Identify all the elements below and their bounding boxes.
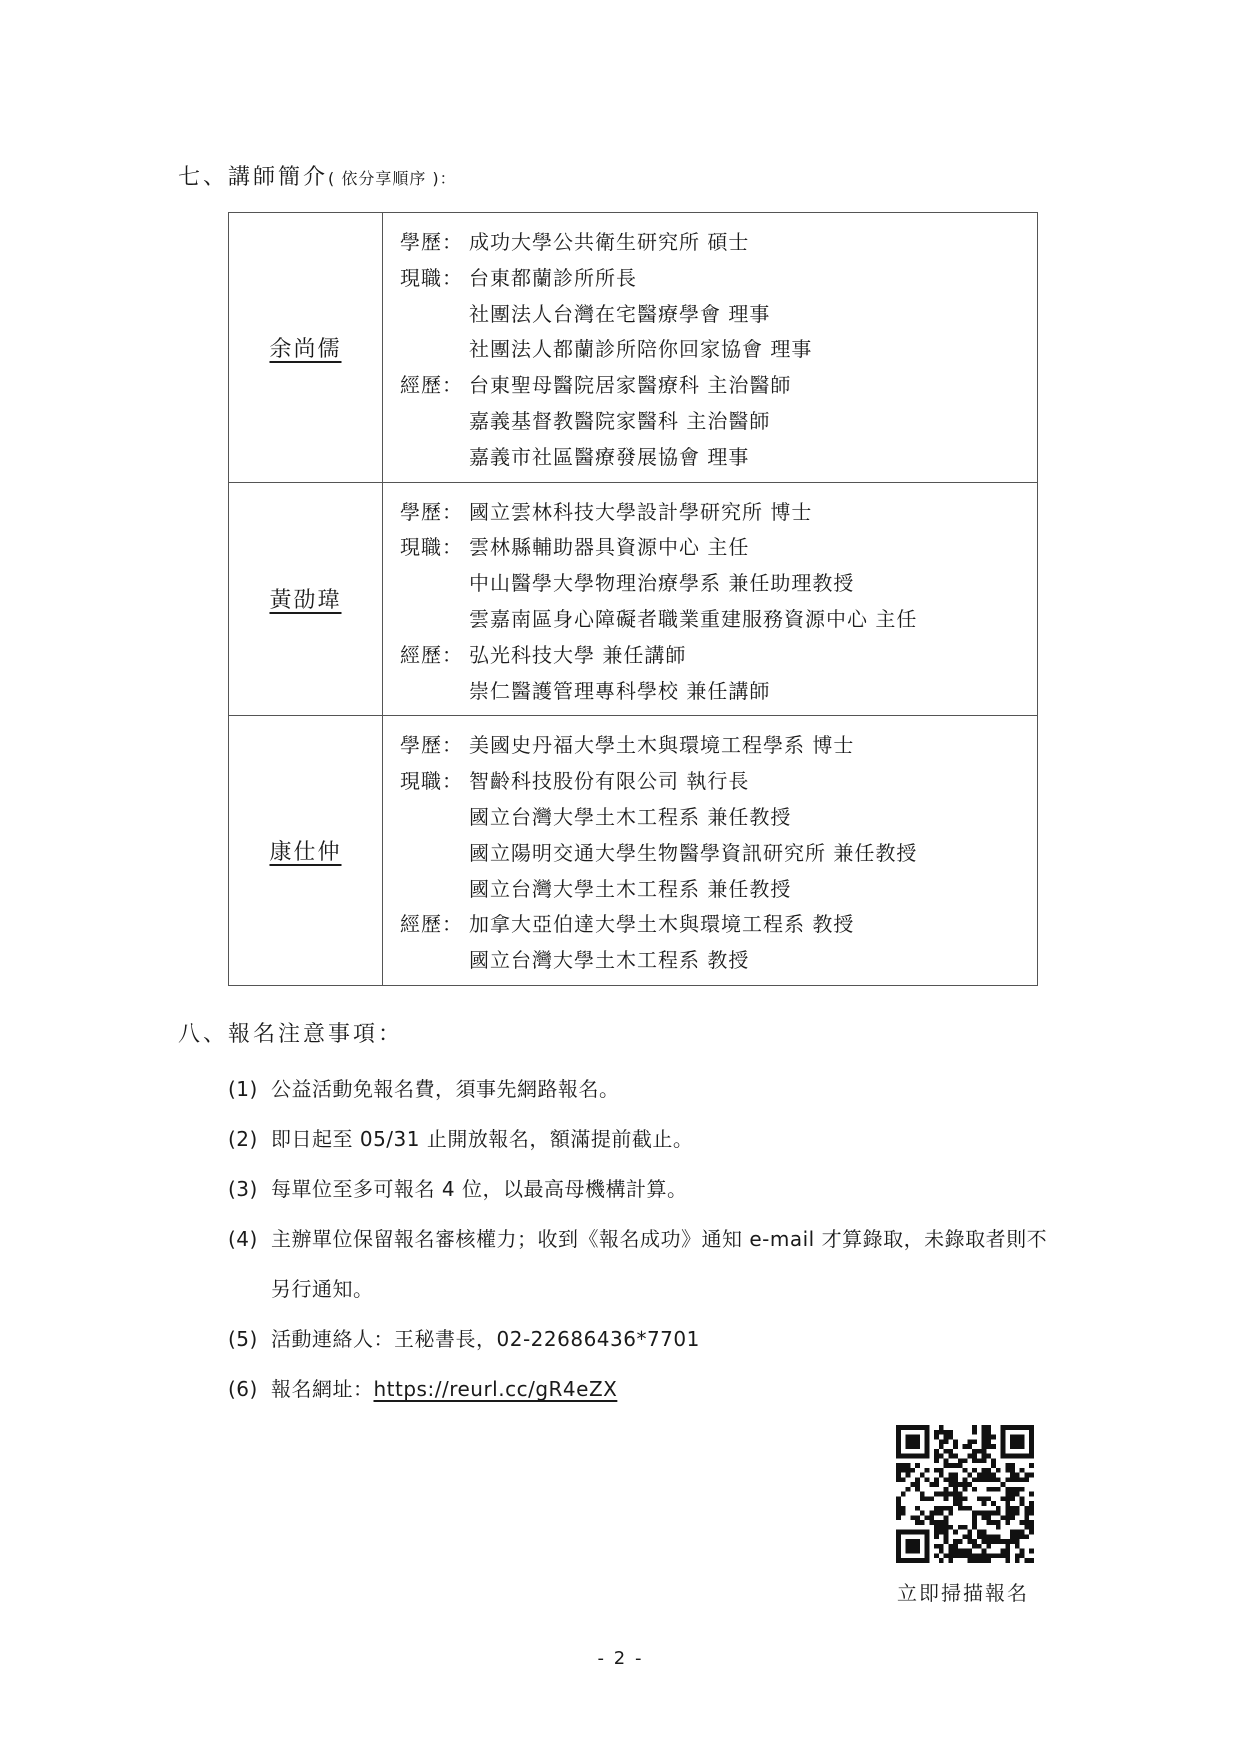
speaker-info-cell: [383, 213, 1038, 483]
info-text: 崇仁醫護管理專科學校 兼任講師: [469, 678, 771, 703]
info-text: 成功大學公共衛生研究所 碩士: [469, 230, 750, 254]
speaker-info-line: [400, 225, 1037, 261]
speaker-info-line: [400, 836, 1037, 872]
speaker-info-line: [400, 530, 1037, 566]
speaker-info-line: [400, 943, 1037, 979]
info-text: 國立台灣大學土木工程系 兼任教授: [469, 804, 792, 829]
speaker-row: [229, 716, 1038, 986]
note-text: 活動連絡人：王秘書長，02-22686436*7701: [271, 1327, 700, 1351]
speaker-info-line: [400, 332, 1037, 368]
speaker-info-line: [400, 440, 1037, 476]
info-text: 國立台灣大學土木工程系 教授: [469, 948, 750, 973]
qr-caption: 立即掃描報名: [897, 1581, 1029, 1605]
info-text: 社團法人都蘭診所陪你回家協會 理事: [469, 337, 813, 362]
note-number: (4): [228, 1227, 258, 1251]
registration-link[interactable]: https://reurl.cc/gR4eZX: [373, 1377, 618, 1401]
info-text: 國立雲林科技大學設計學研究所 博士: [469, 499, 813, 524]
speaker-table: [228, 212, 1038, 986]
info-text: 嘉義基督教醫院家醫科 主治醫師: [469, 408, 771, 433]
note-text: 即日起至 05/31 止開放報名，額滿提前截止。: [271, 1127, 694, 1151]
note-text: 主辦單位保留報名審核權力；收到《報名成功》通知 e-mail 才算錄取，未錄取者則不另行通知。: [271, 1227, 1048, 1301]
speaker-name-cell: [229, 716, 383, 986]
info-text: 台東都蘭診所所長: [469, 265, 637, 290]
speaker-row: [229, 482, 1038, 716]
speaker-info-line: [400, 368, 1037, 404]
qr-code-icon: [896, 1425, 1034, 1563]
info-text: 嘉義市社區醫療發展協會 理事: [469, 444, 750, 469]
section7-title: 七、講師簡介: [178, 165, 329, 190]
note-item: [228, 1314, 1048, 1364]
info-label: 現職：: [400, 535, 463, 560]
info-label: 經歷：: [400, 912, 463, 937]
speaker-info-line: [400, 404, 1037, 440]
page-number: - 2 -: [597, 1648, 644, 1669]
speaker-name: 康仕仲: [269, 840, 342, 866]
speaker-info-line: [400, 566, 1037, 602]
note-number: (5): [228, 1327, 258, 1351]
speaker-name-cell: [229, 482, 383, 716]
note-item: [228, 1164, 1048, 1214]
note-text: 報名網址：: [271, 1377, 374, 1401]
speaker-name: 余尚儒: [269, 336, 342, 362]
info-text: 中山醫學大學物理治療學系 兼任助理教授: [469, 571, 855, 596]
note-number: (1): [228, 1077, 258, 1101]
info-label: 學歷：: [400, 733, 463, 758]
info-label: 現職：: [400, 769, 463, 794]
info-label: 學歷：: [400, 499, 463, 524]
speaker-info-line: [400, 728, 1037, 764]
registration-notes-list: [228, 1064, 1048, 1414]
note-item: [228, 1114, 1048, 1164]
info-text: 雲嘉南區身心障礙者職業重建服務資源中心 主任: [469, 606, 918, 631]
info-text: 加拿大亞伯達大學土木與環境工程系 教授: [469, 912, 855, 937]
info-text: 雲林縣輔助器具資源中心 主任: [469, 535, 750, 560]
speaker-info-line: [400, 495, 1037, 531]
info-text: 社團法人台灣在宅醫療學會 理事: [469, 301, 771, 326]
info-text: 智齡科技股份有限公司 執行長: [469, 769, 750, 794]
speaker-info-line: [400, 872, 1037, 908]
note-item: [228, 1064, 1048, 1114]
speaker-info-line: [400, 638, 1037, 674]
info-text: 美國史丹福大學土木與環境工程學系 博士: [469, 733, 855, 758]
info-text: 台東聖母醫院居家醫療科 主治醫師: [469, 373, 792, 398]
info-label: 經歷：: [400, 642, 463, 667]
speaker-name-cell: [229, 213, 383, 483]
speaker-info-line: [400, 674, 1037, 710]
info-text: 國立台灣大學土木工程系 兼任教授: [469, 876, 792, 901]
speaker-info-line: [400, 602, 1037, 638]
speaker-row: [229, 213, 1038, 483]
info-label: 學歷：: [400, 230, 463, 254]
speaker-info-line: [400, 907, 1037, 943]
speaker-info-line: [400, 297, 1037, 333]
speaker-info-cell: [383, 716, 1038, 986]
note-number: (6): [228, 1377, 258, 1401]
speaker-info-line: [400, 764, 1037, 800]
section7-heading: [178, 160, 457, 191]
info-text: 弘光科技大學 兼任講師: [469, 642, 687, 667]
info-label: 現職：: [400, 265, 463, 290]
section7-note: ( 依分享順序 )：: [328, 169, 457, 188]
note-number: (3): [228, 1177, 258, 1201]
note-number: (2): [228, 1127, 258, 1151]
note-text: 每單位至多可報名 4 位，以最高母機構計算。: [271, 1177, 688, 1201]
speaker-info-cell: [383, 482, 1038, 716]
info-label: 經歷：: [400, 373, 463, 398]
note-text: 公益活動免報名費，須事先網路報名。: [271, 1077, 620, 1101]
section8-heading: 八、報名注意事項：: [178, 1022, 404, 1047]
info-text: 國立陽明交通大學生物醫學資訊研究所 兼任教授: [469, 840, 918, 865]
speaker-info-line: [400, 261, 1037, 297]
note-item: [228, 1214, 1048, 1314]
speaker-name: 黃劭瑋: [269, 588, 342, 614]
speaker-info-line: [400, 800, 1037, 836]
note-item: [228, 1364, 1048, 1414]
